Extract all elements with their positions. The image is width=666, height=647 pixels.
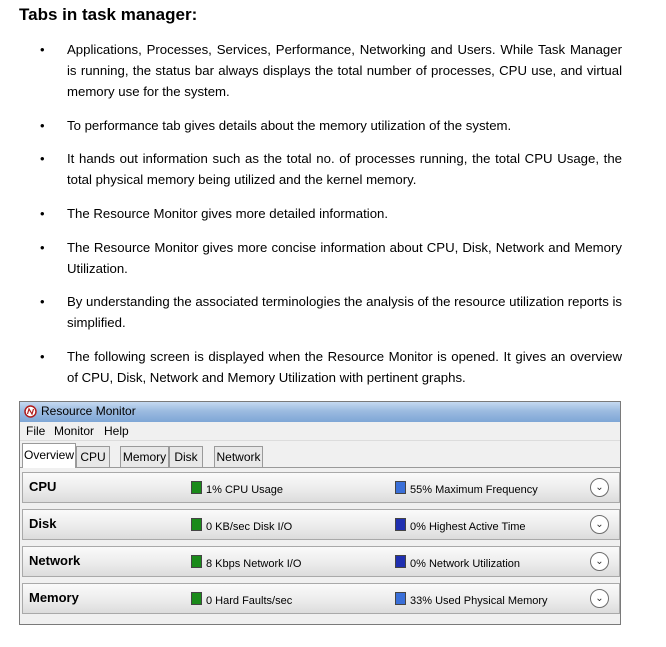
primary-stat: 8 Kbps Network I/O bbox=[191, 555, 301, 571]
window-title: Resource Monitor bbox=[41, 404, 136, 418]
secondary-stat: 55% Maximum Frequency bbox=[395, 481, 538, 497]
bullet-text: It hands out information such as the total no. of processes running, the total CPU Usage, the total physical memory being utilized and the kernel memory. bbox=[67, 151, 622, 187]
bullet-text: By understanding the associated terminologies the analysis of the resource utilization reports is simplified. bbox=[67, 294, 622, 330]
menu-monitor[interactable]: Monitor bbox=[54, 424, 95, 438]
bullet-text: The Resource Monitor gives more concise information about CPU, Disk, Network and Memory Utilization. bbox=[67, 240, 622, 276]
section-name: Disk bbox=[29, 516, 57, 531]
tab-strip bbox=[20, 441, 620, 468]
bullet-text: Applications, Processes, Services, Performance, Networking and Users. While Task Manager is running, the status bar always displays the total number of processes, CPU use, and virtual memory use for the system. bbox=[67, 42, 622, 99]
tab-cpu[interactable]: CPU bbox=[76, 446, 110, 467]
page-heading: Tabs in task manager: bbox=[19, 5, 198, 24]
tab-memory[interactable]: Memory bbox=[120, 446, 169, 467]
tab-disk[interactable]: Disk bbox=[169, 446, 203, 467]
primary-stat: 1% CPU Usage bbox=[191, 481, 283, 497]
bullet-dot: • bbox=[40, 294, 45, 309]
secondary-stat: 0% Network Utilization bbox=[395, 555, 520, 571]
secondary-stat: 0% Highest Active Time bbox=[395, 518, 526, 534]
bullet-dot: • bbox=[40, 240, 45, 255]
resource-monitor-icon bbox=[24, 405, 37, 418]
bullet-dot: • bbox=[40, 349, 45, 364]
menu-file[interactable]: File bbox=[26, 424, 46, 438]
tab-network[interactable]: Network bbox=[214, 446, 263, 467]
blue-legend-swatch bbox=[395, 518, 406, 531]
expand-chevron-icon[interactable]: ⌄ bbox=[590, 515, 609, 534]
green-legend-swatch bbox=[191, 592, 202, 605]
bullet-text: The Resource Monitor gives more detailed information. bbox=[67, 206, 389, 221]
memory-section-header[interactable] bbox=[22, 583, 620, 614]
bullet-dot: • bbox=[40, 118, 45, 133]
tab-overview[interactable]: Overview bbox=[22, 443, 76, 468]
blue-legend-swatch bbox=[395, 555, 406, 568]
green-legend-swatch bbox=[191, 518, 202, 531]
resource-monitor-window bbox=[19, 401, 621, 625]
menu-help[interactable]: Help bbox=[104, 424, 129, 438]
bullet-dot: • bbox=[40, 42, 45, 57]
bullet-text: To performance tab gives details about the memory utilization of the system. bbox=[67, 118, 512, 133]
green-legend-swatch bbox=[191, 481, 202, 494]
secondary-stat: 33% Used Physical Memory bbox=[395, 592, 548, 608]
bullet-dot: • bbox=[40, 151, 45, 166]
section-name: Network bbox=[29, 553, 81, 568]
disk-section-header[interactable] bbox=[22, 509, 620, 540]
expand-chevron-icon[interactable]: ⌄ bbox=[590, 478, 609, 497]
menu-bar bbox=[20, 422, 620, 441]
bullet-text: The following screen is displayed when the Resource Monitor is opened. It gives an overview of CPU, Disk, Network and Memory Utilization with pertinent graphs. bbox=[67, 349, 622, 385]
expand-chevron-icon[interactable]: ⌄ bbox=[590, 552, 609, 571]
expand-chevron-icon[interactable]: ⌄ bbox=[590, 589, 609, 608]
section-name: CPU bbox=[29, 479, 57, 494]
green-legend-swatch bbox=[191, 555, 202, 568]
network-section-header[interactable] bbox=[22, 546, 620, 577]
primary-stat: 0 Hard Faults/sec bbox=[191, 592, 292, 608]
bullet-dot: • bbox=[40, 206, 45, 221]
primary-stat: 0 KB/sec Disk I/O bbox=[191, 518, 292, 534]
cpu-section-header[interactable] bbox=[22, 472, 620, 503]
window-title-bar[interactable] bbox=[20, 402, 620, 422]
section-name: Memory bbox=[29, 590, 79, 605]
blue-legend-swatch bbox=[395, 592, 406, 605]
blue-legend-swatch bbox=[395, 481, 406, 494]
